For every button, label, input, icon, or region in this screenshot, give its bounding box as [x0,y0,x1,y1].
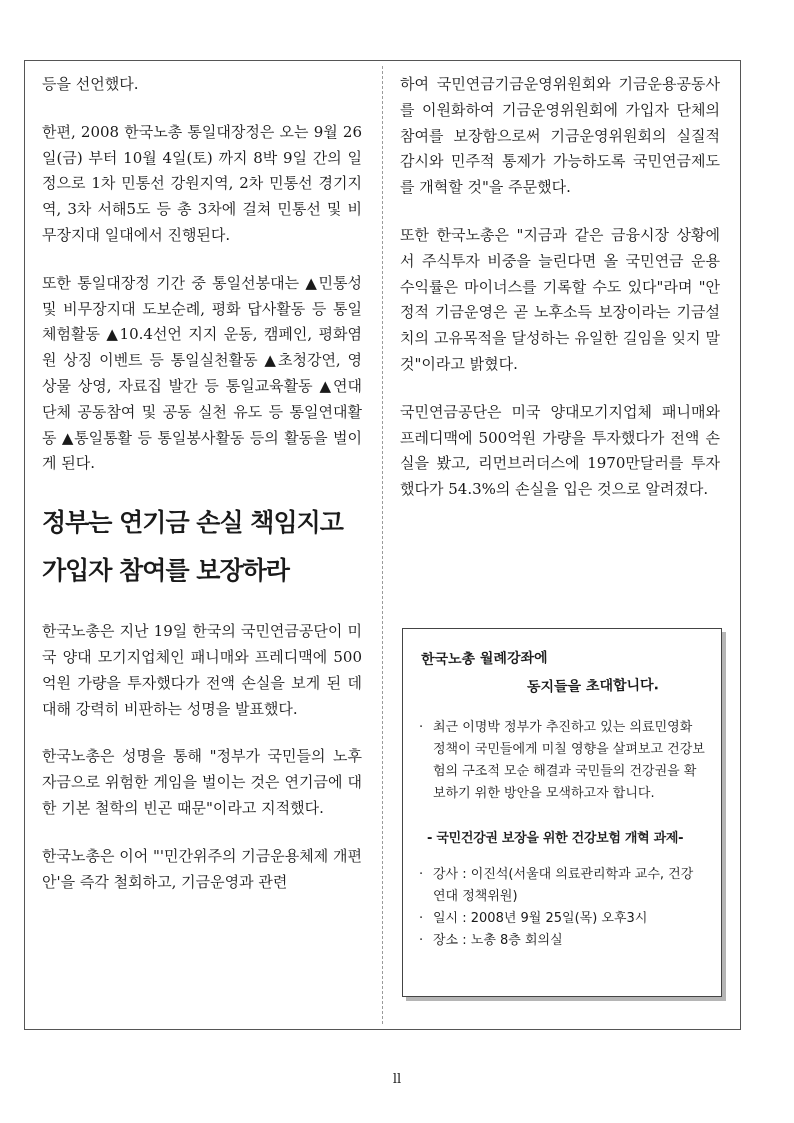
right-column [400,72,720,525]
article-paragraph: 한편, 2008 한국노총 통일대장정은 오는 9월 26일(금) 부터 10월 4일(토) 까지 8박 9일 간의 일정으로 1차 민통선 강원지역, 2차 민통선 경기지역, 3차 서해5도 등 총 3차에 걸쳐 민통선 및 비무장지대 일대에서 진행된다. [42,122,362,244]
article-paragraph: 한국노총은 이어 "'민간위주의 기금운용체제 개편안'을 즉각 철회하고, 기금운영과 관련 [42,846,362,891]
lecture-notice-box [402,628,722,997]
article-paragraph: 국민연금공단은 미국 양대모기지업체 패니매와 프레디맥에 500억원 가량을 투자했다가 전액 손실을 봤고, 리먼브러더스에 1970만달러를 투자했다가 54.3%의 손실을 입은 것으로 알려졌다. [400,402,720,499]
invite-title-line: 동지들을 초대합니다. [526,677,660,696]
bullet-mark: · [419,720,424,735]
lecture-place-text: 장소 : 노총 8층 회의실 [433,933,563,948]
lecture-datetime [419,908,705,930]
invite-title-line: 한국노총 월례강좌에 [420,650,548,668]
page-number: ll [392,1072,402,1087]
lecture-place [419,930,705,952]
article-paragraph: 또한 한국노총은 "지금과 같은 금융시장 상황에서 주식투자 비중을 늘린다면 올 국민연금 운용 수익률은 마이너스를 기록할 수도 있다"라며 "안정적 기금운영은 곧 노후소득 보장이라는 기금설치의 고유목적을 달성하는 유일한 길임을 잊지 말 것"이라고 밝혔다. [400,225,720,373]
left-column [42,72,362,917]
bullet-mark: · [419,933,424,948]
article-paragraph: 한국노총은 성명을 통해 "정부가 국민들의 노후자금으로 위험한 게임을 벌이는 것은 연기금에 대한 기본 철학의 빈곤 때문"이라고 지적했다. [42,747,362,817]
lecture-subtitle: - 국민건강권 보장을 위한 건강보험 개혁 과제- [427,831,684,846]
column-divider [382,66,383,1024]
article-paragraph: 등을 선언했다. [42,75,139,93]
bullet-mark: · [419,911,424,926]
lecture-speaker [419,864,705,908]
notice-description [419,717,705,805]
section-heading-line: 정부는 연기금 손실 책임지고 [42,508,343,538]
article-paragraph: 한국노총은 지난 19일 한국의 국민연금공단이 미국 양대 모기지업체인 패니매와 프레디맥에 500억원 가량을 투자했다가 전액 손실을 보게 된 데 대해 강력히 비판하는 성명을 발표했다. [42,622,362,718]
article-paragraph: 하여 국민연금기금운영위원회와 기금운용공동사를 이원화하여 기금운영위원회에 가입자 단체의 참여를 보장함으로써 기금운영위원회의 실질적 감시와 민주적 통제가 가능하도록 국민연금제도를 개혁할 것"을 주문했다. [400,75,720,197]
lecture-datetime-text: 일시 : 2008년 9월 25일(목) 오후3시 [433,911,648,926]
notice-description-text: 최근 이명박 정부가 추진하고 있는 의료민영화 정책이 국민들에게 미칠 영향을 살펴보고 건강보험의 구조적 모순 해결과 국민들의 건강권을 확보하기 위한 방안을 모색하고자 합니다. [433,720,705,801]
article-paragraph: 또한 통일대장정 기간 중 통일선봉대는 ▲민통성 및 비무장지대 도보순례, 평화 답사활동 등 통일체험활동 ▲10.4선언 지지 운동, 캠페인, 평화염원 상징 이벤트 등 통일실천활동 ▲초청강연, 영상물 상영, 자료집 발간 등 통일교육활동 ▲연대단체 공동참여 및 공동 실천 유도 등 통일연대활동 ▲통일통활 등 통일봉사활동 등의 활동을 벌이게 된다. [42,273,362,473]
lecture-speaker-text: 강사 : 이진석(서울대 의료관리학과 교수, 건강연대 정책위원) [433,867,694,904]
section-heading [42,499,362,595]
section-heading-line: 가입자 참여를 보장하라 [42,556,289,586]
bullet-mark: · [419,867,424,882]
